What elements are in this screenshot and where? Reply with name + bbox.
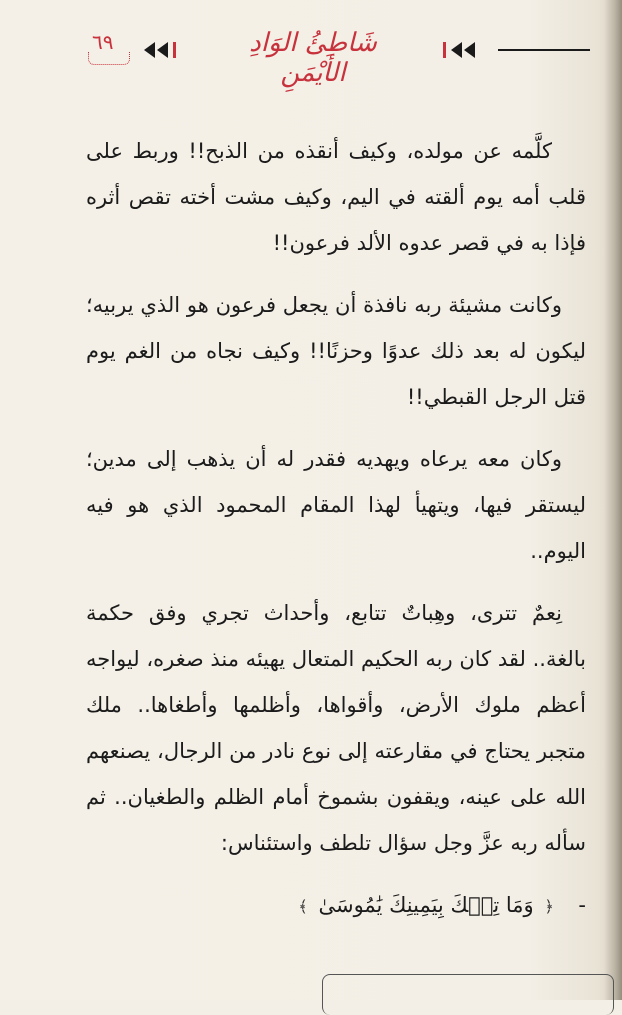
verse-close-ornament: ﴾ (298, 897, 308, 916)
arrow-left-icon (464, 42, 475, 58)
paragraph: كلَّمه عن مولده، وكيف أنقذه من الذبح!! وربط على قلب أمه يوم ألقته في اليم، وكيف مشت أخته تقص أثره فإذا به في قصر عدوه الألد فرعون!! (86, 139, 586, 255)
arrow-left-icon (451, 42, 462, 58)
book-title: شَاطِئُ الوَادِ الأيْمَنِ (249, 28, 377, 88)
page-number-ornament (88, 52, 130, 65)
verse-text: وَمَا تِلۡكَ بِيَمِينِكَ يَٰمُوسَىٰ (318, 893, 534, 917)
left-arrows-ornament (144, 42, 179, 58)
page-number: ٦٩ (92, 30, 114, 54)
quran-verse (86, 882, 586, 930)
arrow-left-icon (144, 42, 155, 58)
footnote-box (322, 974, 614, 1015)
header-rule (498, 49, 590, 51)
arrow-left-icon (157, 42, 168, 58)
paragraph: نِعمٌ تترى، وهِباتٌ تتابع، وأحداث تجري وفق حكمة بالغة.. لقد كان ربه الحكيم المتعال يهيئه منذ صغره، ليواجه أعظم ملوك الأرض، وأقواها، وأظلمها وأطغاها.. ملك متجبر يحتاج في مقارعته إلى نوع نادر من الرجال، يصنعهم الله على عينه، ويقفون بشموخ أمام الظلم والطغيان.. ثم سأله ربه عزَّ وجل سؤال تلطف واستئناس: (86, 601, 586, 855)
red-bar-divider (173, 42, 176, 58)
right-arrows-ornament (440, 42, 475, 58)
page-edge-shadow (604, 0, 622, 1000)
paragraph: وكانت مشيئة ربه نافذة أن يجعل فرعون هو الذي يربيه؛ ليكون له بعد ذلك عدوًا وحزنًا!! وكيف نجاه من الغم يوم قتل الرجل القبطي!! (86, 293, 586, 409)
body-text (86, 128, 586, 930)
verse-dash: - (578, 893, 586, 917)
red-bar-divider (443, 42, 446, 58)
verse-open-ornament: ﴿ (544, 897, 554, 916)
running-header (68, 28, 608, 88)
paragraph: وكان معه يرعاه ويهديه فقدر له أن يذهب إلى مدين؛ ليستقر فيها، ويتهيأ لهذا المقام المحمود الذي هو فيه اليوم.. (86, 447, 586, 563)
